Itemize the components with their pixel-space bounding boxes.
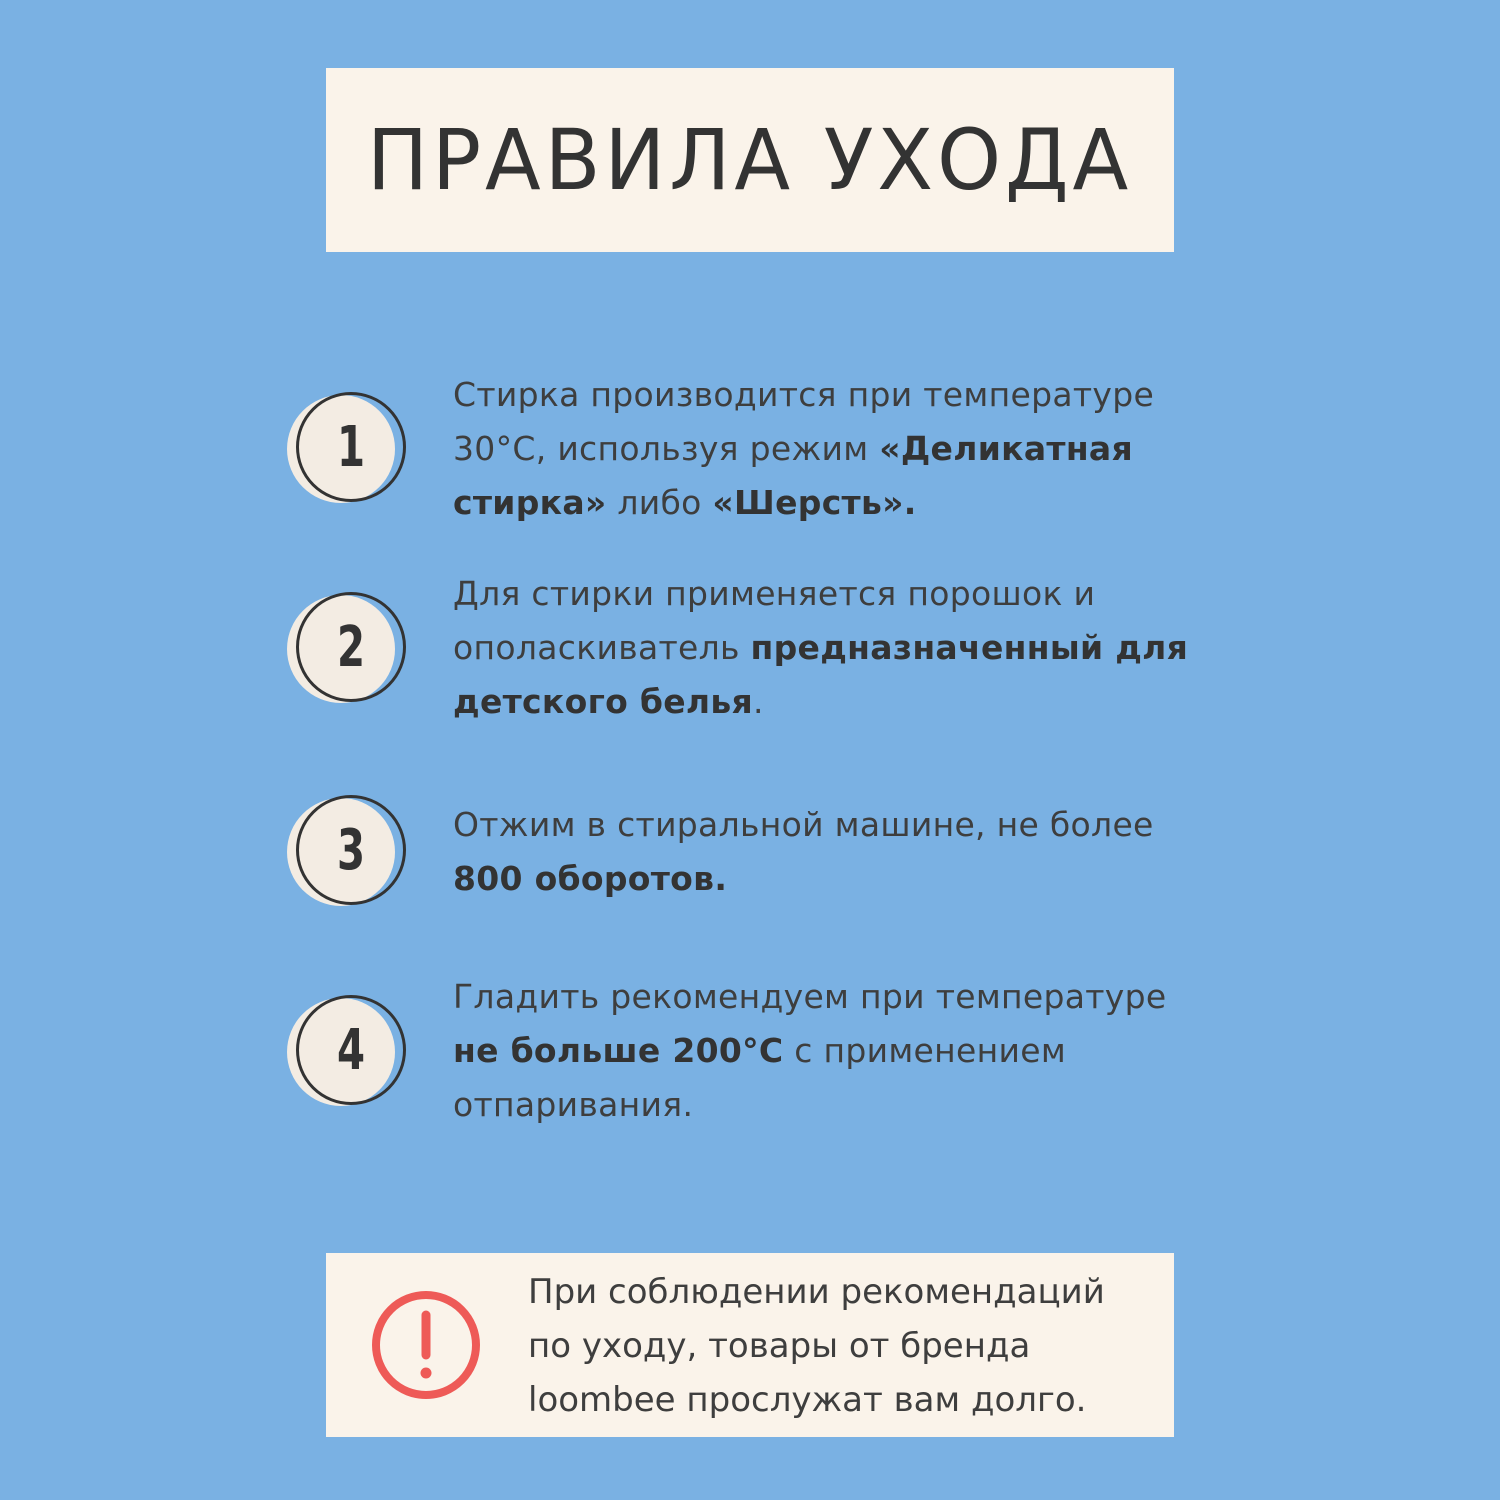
step-line <box>453 1024 1213 1078</box>
step-text <box>453 368 1213 530</box>
step-line <box>453 852 1213 906</box>
care-note-banner <box>326 1253 1174 1437</box>
step-line <box>453 621 1213 675</box>
note-line: При соблюдении рекомендаций <box>528 1272 1105 1312</box>
step-number: 3 <box>336 817 366 883</box>
note-line: loombee прослужат вам долго. <box>528 1380 1087 1420</box>
step-line <box>453 567 1213 621</box>
step-text <box>453 567 1213 729</box>
text-span: Гладить рекомендуем при температуре <box>453 977 1167 1016</box>
step-line <box>453 368 1213 422</box>
step-line <box>453 422 1213 476</box>
note-text <box>528 1265 1168 1427</box>
bold-text-span: «Шерсть». <box>712 483 917 522</box>
step-line <box>453 1078 1213 1132</box>
step-line <box>453 675 1213 729</box>
title-banner <box>326 68 1174 252</box>
step-number-badge <box>287 592 405 704</box>
step-line <box>453 798 1213 852</box>
text-span: Стирка производится при температуре <box>453 375 1155 414</box>
bold-text-span: «Деликатная <box>879 429 1133 468</box>
step-text <box>453 798 1213 906</box>
text-span: с применением <box>783 1031 1067 1070</box>
step-number-badge <box>287 795 405 907</box>
note-line: по уходу, товары от бренда <box>528 1326 1031 1366</box>
step-number: 2 <box>336 614 366 680</box>
step-number-badge <box>287 995 405 1107</box>
step-line <box>453 476 1213 530</box>
step-text <box>453 970 1213 1132</box>
text-span: отпаривания. <box>453 1085 694 1124</box>
exclamation-circle-icon <box>370 1289 482 1401</box>
bold-text-span: не больше 200°С <box>453 1031 784 1070</box>
text-span: . <box>753 682 764 721</box>
text-span: 30°С, используя режим <box>453 429 880 468</box>
text-span: ополаскиватель <box>453 628 751 667</box>
bold-text-span: стирка» <box>453 483 607 522</box>
text-span: Отжим в стиральной машине, не более <box>453 805 1154 844</box>
bold-text-span: 800 оборотов. <box>453 859 728 898</box>
step-number: 4 <box>336 1017 366 1083</box>
text-span: Для стирки применяется порошок и <box>453 574 1096 613</box>
step-line <box>453 970 1213 1024</box>
bold-text-span: предназначенный для <box>750 628 1189 667</box>
page-title: ПРАВИЛА УХОДА <box>367 111 1133 209</box>
bold-text-span: детского белья <box>453 682 754 721</box>
step-number-badge <box>287 392 405 504</box>
step-number: 1 <box>336 414 366 480</box>
text-span: либо <box>606 483 713 522</box>
